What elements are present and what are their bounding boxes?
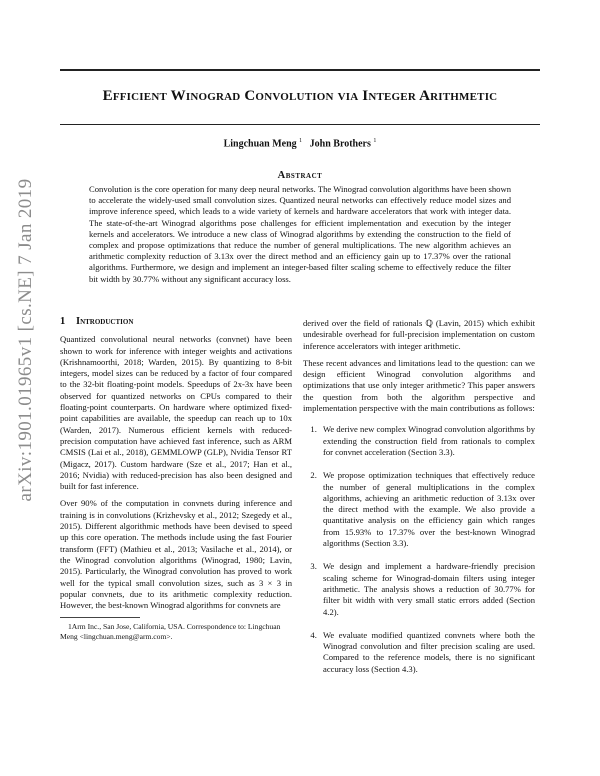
intro-paragraph-4: These recent advances and limitations lead to the question: can we design efficient Winograd convolution algorithms and optimizations that use only integer arithmetic? This paper answers the question from both the algorithm perspective and implementation perspective with the main contributions as follows: [303, 357, 535, 414]
abstract-heading: Abstract [277, 170, 323, 181]
contribution-item: 2. We propose optimization techniques that effectively reduce the number of general multiplications in the complex algorithms, achieving an arithmetic reduction of 3.13x over the direct method with the example. We also provide a quantitative analysis on the efficiency gain which ranges from 15.93% to 17.37% over the best-known Winograd algorithms (Section 3.3). [319, 470, 535, 549]
left-column [60, 316, 292, 641]
intro-paragraph-2: Over 90% of the computation in convnets during inference and training is in convolutions (Krizhevsky et al., 2012; Szegedy et al., 2015). Different algorithmic methods have been devised to speed up this core operation. The methods include using the fast Fourier transform (FFT) (Mathieu et al., 2013; Vasilache et al., 2014), or the Winograd convolution algorithms (Winograd, 1980; Lavin, 2015). Particularly, the Winograd convolution has proved to work well for the typical small convolution sizes, such as 3 × 3 in popular convnets, due to its arithmetic complexity reduction. However, the best-known Winograd algorithms for convnets are [60, 498, 292, 611]
author-1-affil: 1 [299, 138, 303, 144]
contribution-item: 3. We design and implement a hardware-friendly precision scaling scheme for Winograd-domain filters using integer arithmetic. The analysis shows a reduction of 30.77% for filter bit width with very small static errors added (Section 4.2). [319, 561, 535, 617]
contributions-list [303, 424, 535, 675]
section-number: 1 [60, 316, 66, 327]
title-bottom-rule [60, 124, 540, 125]
arxiv-identifier: arXiv:1901.01965v1 [cs.NE] 7 Jan 2019 [15, 178, 36, 502]
contribution-item: 4. We evaluate modified quantized convnets where both the Winograd convolution and filter precision scaling are used. Compared to the reference models, there is no significant accuracy loss (Section 4.3). [319, 630, 535, 675]
intro-paragraph-1: Quantized convolutional neural networks (convnet) have been shown to work for inference with integer weights and activations (Krishnamoorthi, 2018; Warden, 2015). By quantizing to 8-bit integers, model sizes can be reduced by a factor of four compared to the 32-bit floating-point models. Speedups of 2x-3x have been observed for quantized networks on CPUs compared to their floating-point counterparts. On hardware where optimized fixed-point capabilities are available, the speedup can reach up to 10x (Warden, 2017). Numerous efficient kernels with reduced-precision computation have achieved fast inference, such as ARM CMSIS (Lai et al., 2018), GEMMLOWP (GLP), Nvidia Tensor RT (Migacz, 2017). Custom hardware (Sze et al., 2017; Han et al., 2016; Nvidia) with reduced-precision has also been designed and built for fast inference. [60, 334, 292, 492]
author-2: John Brothers [309, 138, 371, 150]
contribution-item: 1. We derive new complex Winograd convolution algorithms by extending the construction field from rationals to complex for convnet acceleration (Section 3.3). [319, 424, 535, 458]
section-title: Introduction [76, 316, 134, 327]
abstract-text: Convolution is the core operation for many deep neural networks. The Winograd convolution algorithms have been shown to accelerate the widely-used small convolution sizes. Quantized neural networks can effectively reduce model sizes and improve inference speed, which leads to a wide variety of kernels and hardware accelerators that work with integer data. The state-of-the-art Winograd algorithms pose challenges for efficient implementation and execution by the integer kernels and accelerators. We introduce a new class of Winograd algorithms by extending the construction to the field of complex and propose optimizations that reduce the number of general multiplications. The new algorithm achieves an arithmetic complexity reduction of 3.13x over the direct method and an efficiency gain up to 17.37% over the rational algorithms. Furthermore, we design and implement an integer-based filter scaling scheme to effectively reduce the filter bit width by 30.77% without any significant accuracy loss. [89, 184, 511, 284]
intro-paragraph-3: derived over the field of rationals ℚ (Lavin, 2015) which exhibit undesirable overhead for full-precision implementation on custom inference accelerators with integer arithmetic. [303, 318, 535, 351]
author-2-affil: 1 [373, 138, 377, 144]
arxiv-sidebar [2, 130, 50, 550]
title-top-rule [60, 69, 540, 71]
author-line [60, 138, 540, 149]
footnote-text: 1Arm Inc., San Jose, California, USA. Correspondence to: Lingchuan Meng <lingchuan.meng@arm.com>. [60, 622, 281, 641]
paper-title: Efficient Winograd Convolution via Integer Arithmetic [102, 88, 498, 104]
section-heading [60, 316, 292, 327]
right-column [303, 318, 535, 687]
author-1: Lingchuan Meng [223, 138, 297, 150]
